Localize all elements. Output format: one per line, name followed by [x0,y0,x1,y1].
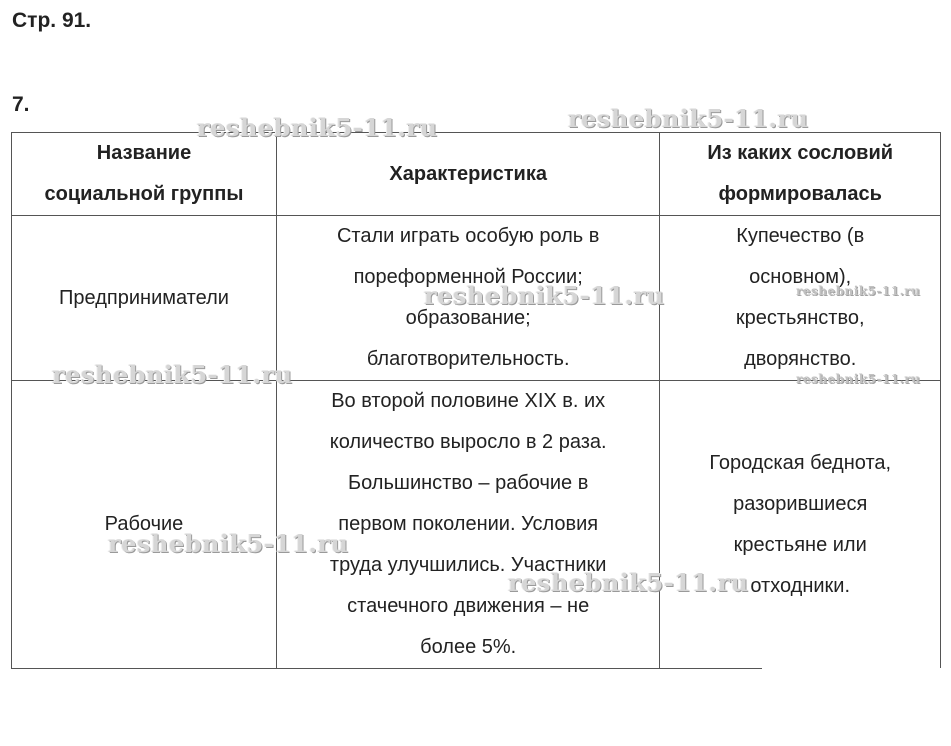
cell-group: Рабочие [12,381,277,669]
social-groups-table [11,132,941,669]
cell-origin: Купечество (в основном), крестьянство, дворянство. [660,216,941,381]
watermark: reshebnik5-11.ru [424,281,665,310]
cell-characteristic: Во второй половине XIX в. их количество выросло в 2 раза. Большинство – рабочие в первом поколении. Условия труда улучшились. Участники стачечного движения – не более 5%. [276,381,659,669]
watermark: reshebnik5-11.ru [796,284,921,298]
watermark: reshebnik5-11.ru [508,568,749,597]
table-header-row [12,133,941,216]
watermark: reshebnik5-11.ru [568,104,809,133]
task-number: 7. [12,93,30,116]
cell-characteristic: Стали играть особую роль в пореформенной России; образование; благотворительность. [276,216,659,381]
cell-group: Предприниматели [12,216,277,381]
header-origin-estates: Из каких сословий формировалась [660,133,941,216]
page-number: Стр. 91. [12,9,92,32]
table-row [12,381,941,669]
cell-origin: Городская беднота, разорившиеся крестьяне или отходники. [660,381,941,669]
watermark: reshebnik5-11.ru [796,372,921,386]
header-group-name: Название социальной группы [12,133,277,216]
header-characteristic: Характеристика [276,133,659,216]
watermark: reshebnik5-11.ru [52,360,293,389]
watermark: reshebnik5-11.ru [108,529,349,558]
table-edge-gap [762,668,947,672]
watermark: reshebnik5-11.ru [197,113,438,142]
